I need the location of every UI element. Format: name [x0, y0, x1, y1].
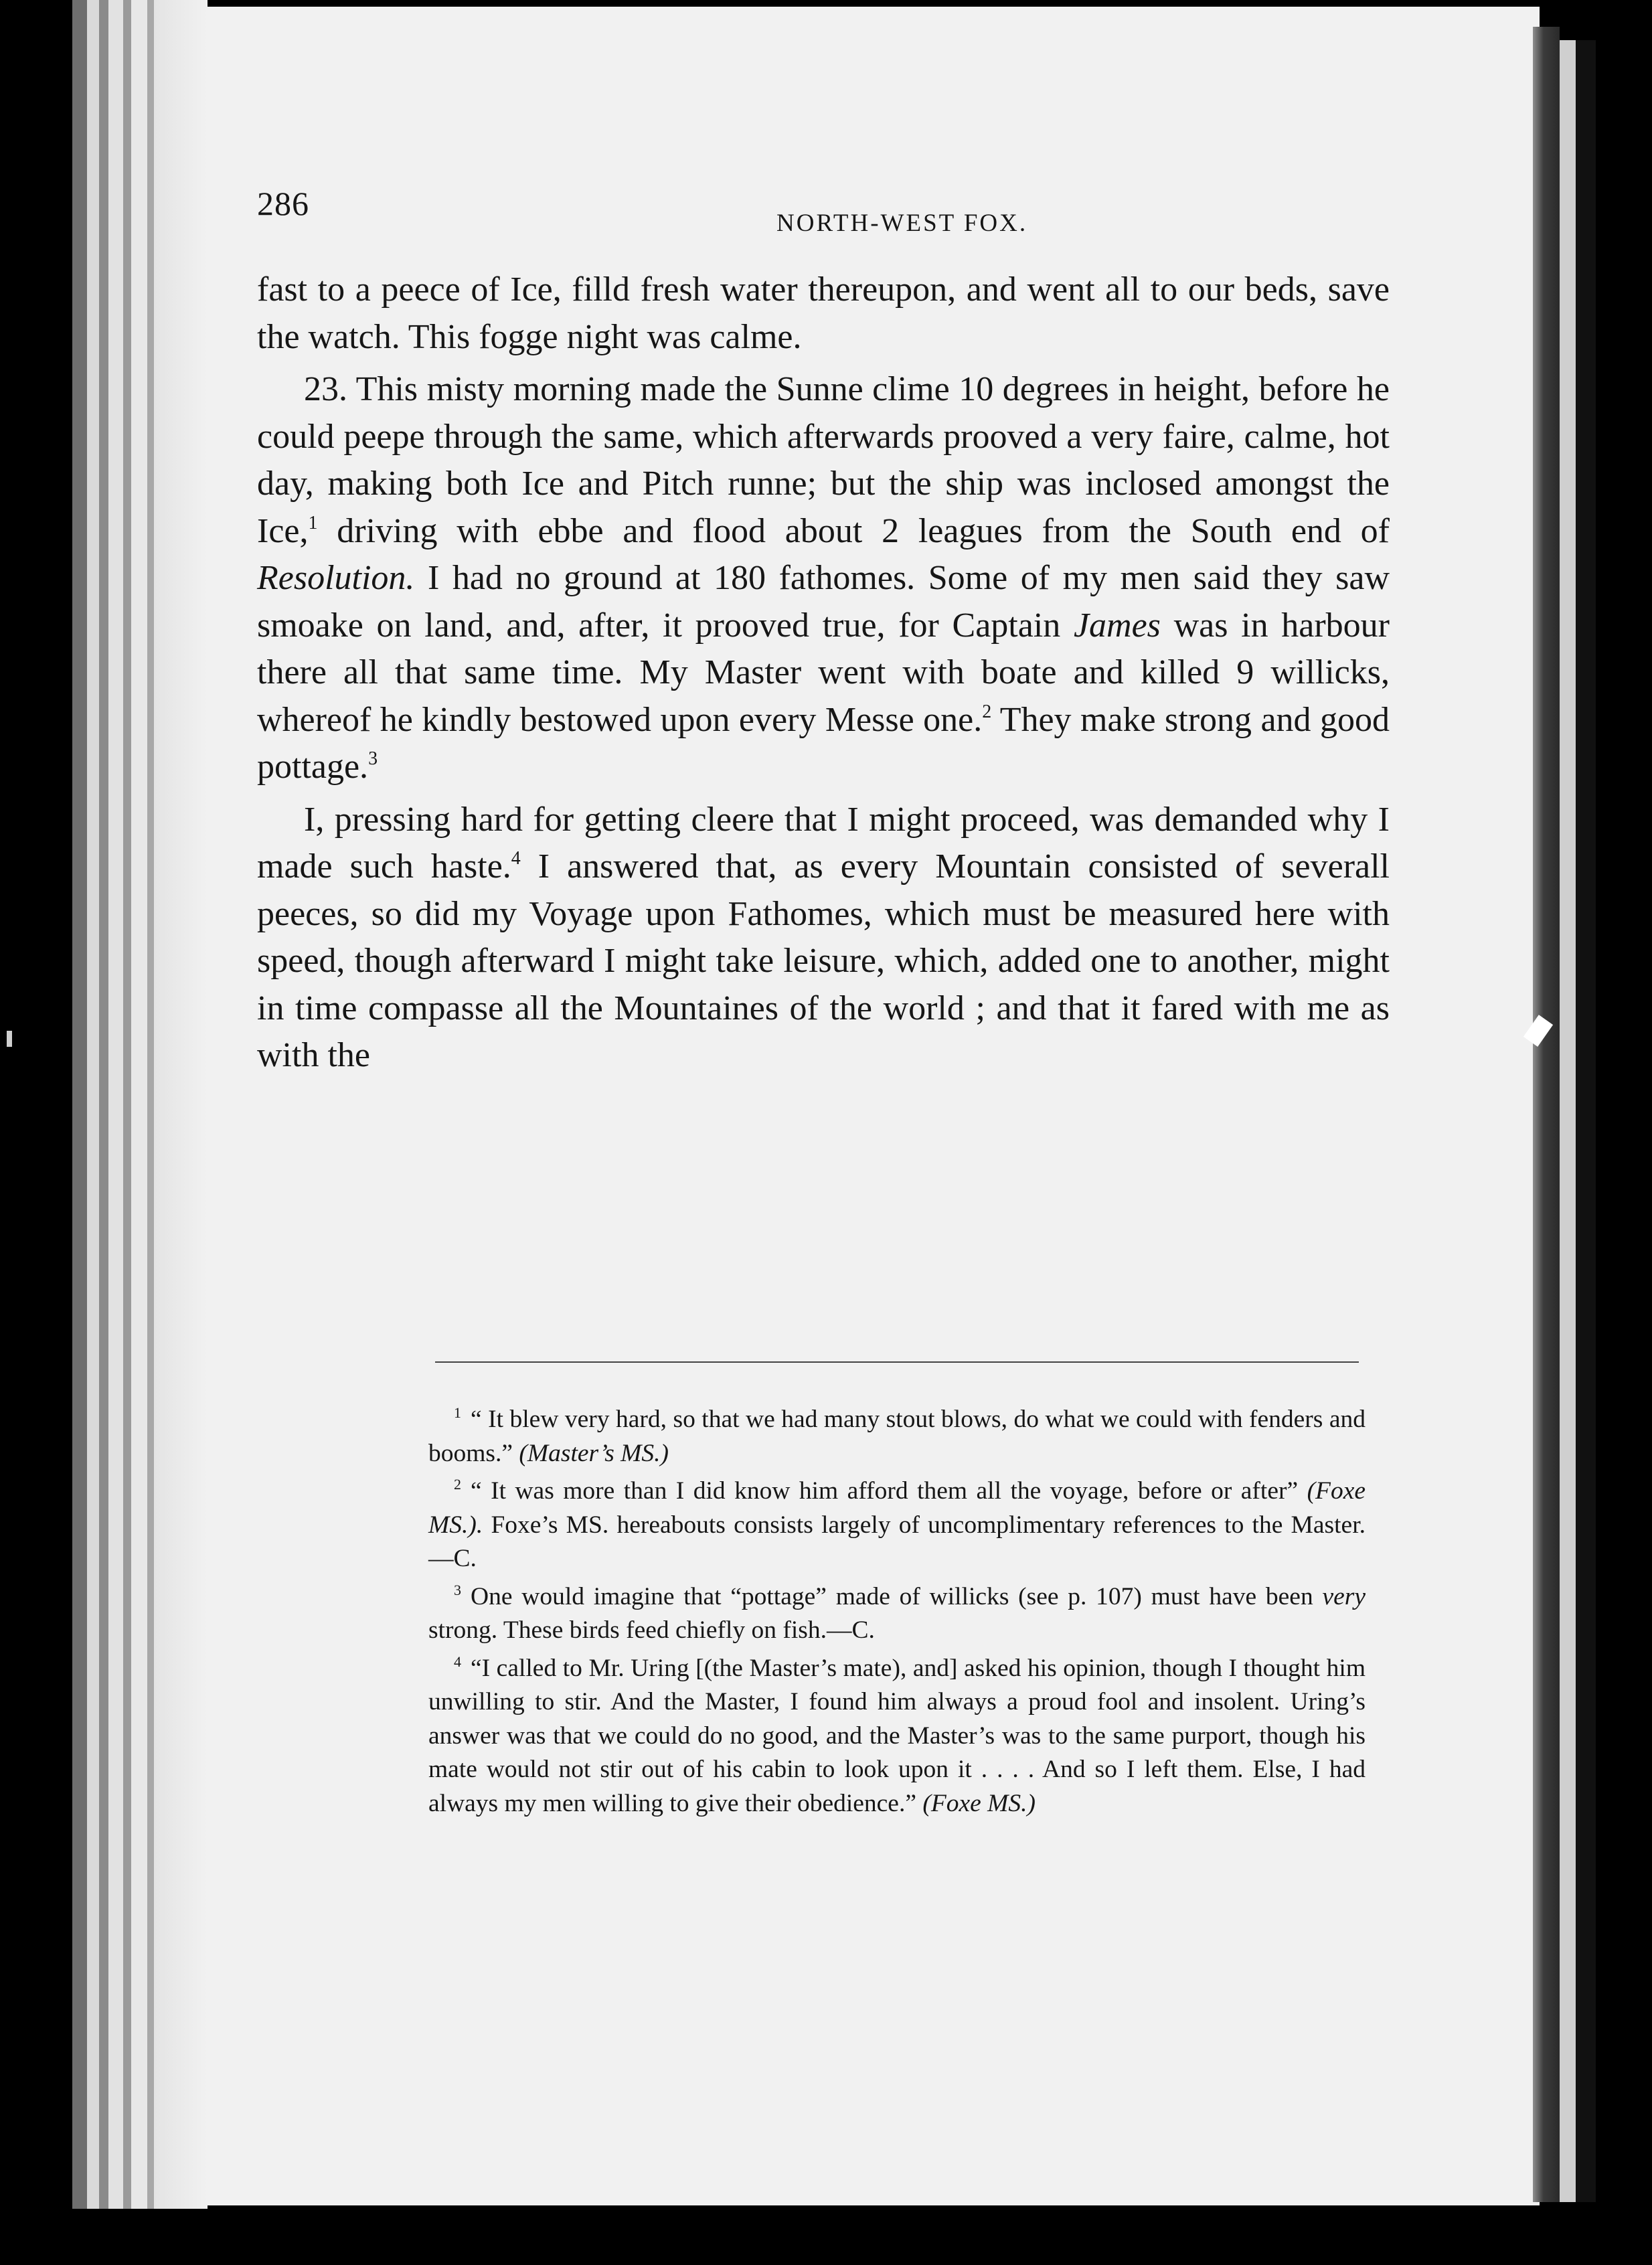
- footnote-citation: (Foxe MS.): [922, 1789, 1036, 1817]
- footnote-ref: 2: [982, 701, 992, 722]
- page-edge: [99, 0, 108, 2209]
- text-run: 23. This misty morning made the Sunne clime 10 degrees in height, before he could peepe through the same, which afterwards prooved a very faire, calme, hot day, making both Ice and Pitch runne; but the ship was inclosed amongst the Ice,: [257, 370, 1390, 550]
- italic-name: Resolution.: [257, 559, 415, 597]
- text-run: They make strong and good pottage.: [257, 700, 1390, 786]
- footnote: [428, 1652, 1366, 1821]
- right-page-edge: [1533, 27, 1560, 2202]
- body-text: [257, 266, 1390, 1085]
- paragraph: [257, 796, 1390, 1080]
- text-run: I, pressing hard for getting cleere that I might proceed, was demanded why I made such haste.: [257, 800, 1390, 886]
- footnote-number: 3: [454, 1581, 461, 1598]
- footnote-emphasis: very: [1322, 1582, 1366, 1610]
- running-title: NORTH-WEST FOX.: [776, 209, 1028, 237]
- footnote-ref: 3: [368, 748, 378, 769]
- footnote-number: 4: [454, 1653, 461, 1670]
- right-page-edge-light: [1560, 40, 1576, 2202]
- page-edge: [131, 0, 147, 2209]
- scan-speck: [7, 1031, 12, 1047]
- footnote-ref: 1: [308, 512, 318, 533]
- right-page-edge-dark: [1576, 40, 1596, 2202]
- page-edge: [154, 0, 208, 2209]
- text-run: I had no ground at 180 fathomes. Some of my men said they saw smoake on land, and, after, it prooved true, for Captain: [257, 559, 1390, 645]
- footnote-ref: 4: [511, 848, 521, 869]
- page-number: 286: [257, 185, 309, 222]
- text-run: was in harbour there all that same time. My Master went with boate and killed 9 willicks, whereof he kindly bestowed upon every Messe one.: [257, 606, 1390, 739]
- footnote-number: 1: [454, 1404, 461, 1421]
- page-edge: [87, 0, 99, 2209]
- page-edge: [147, 0, 154, 2209]
- footnote-citation: (Foxe MS.).: [428, 1477, 1366, 1539]
- page-edge: [72, 0, 87, 2209]
- footnote-citation: (Master’s MS.): [519, 1439, 669, 1467]
- footnote-number: 2: [454, 1476, 461, 1493]
- page-edge: [108, 0, 123, 2209]
- footnote: [428, 1403, 1366, 1471]
- text-run: I answered that, as every Mountain consisted of severall peeces, so did my Voyage upon Fathomes, which must be measured here with speed, though afterward I might take leisure, which, added one to another, might in time compasse all the Mountaines of the world ; and that it fared with me as with the: [257, 847, 1390, 1074]
- footnote: [428, 1580, 1366, 1648]
- footnote-text: “I called to Mr. Uring [(the Master’s mate), and] asked his opinion, though I thought him unwilling to stir. And the Master, I found him always a proud fool and insolent. Uring’s answer was that we could do no good, and the Master’s was to the same purport, though his mate would not stir out of his cabin to look upon it . . . . And so I left them. Else, I had always my men willing to give their obedience.”: [428, 1654, 1366, 1817]
- paragraph: [257, 366, 1390, 791]
- footnote-text: One would imagine that “pottage” made of willicks (see p. 107) must have been: [471, 1582, 1323, 1610]
- footnote-rule: [435, 1361, 1359, 1363]
- footnote-text: “ It was more than I did know him afford them all the voyage, before or after”: [471, 1477, 1307, 1505]
- footnote-text: strong. These birds feed chiefly on fish.—C.: [428, 1616, 875, 1644]
- page-edge: [123, 0, 131, 2209]
- footnote: [428, 1475, 1366, 1576]
- footnote-text: “ It blew very hard, so that we had many stout blows, do what we could with fenders and booms.”: [428, 1406, 1366, 1467]
- footnotes: [428, 1403, 1366, 1825]
- text-run: driving with ebbe and flood about 2 leagues from the South end of: [317, 511, 1390, 550]
- paragraph: fast to a peece of Ice, filld fresh water thereupon, and went all to our beds, save the watch. This fogge night was calme.: [257, 270, 1390, 356]
- italic-name: James: [1073, 606, 1161, 645]
- footnote-text: Foxe’s MS. hereabouts consists largely of uncomplimentary references to the Master.—C.: [428, 1511, 1366, 1572]
